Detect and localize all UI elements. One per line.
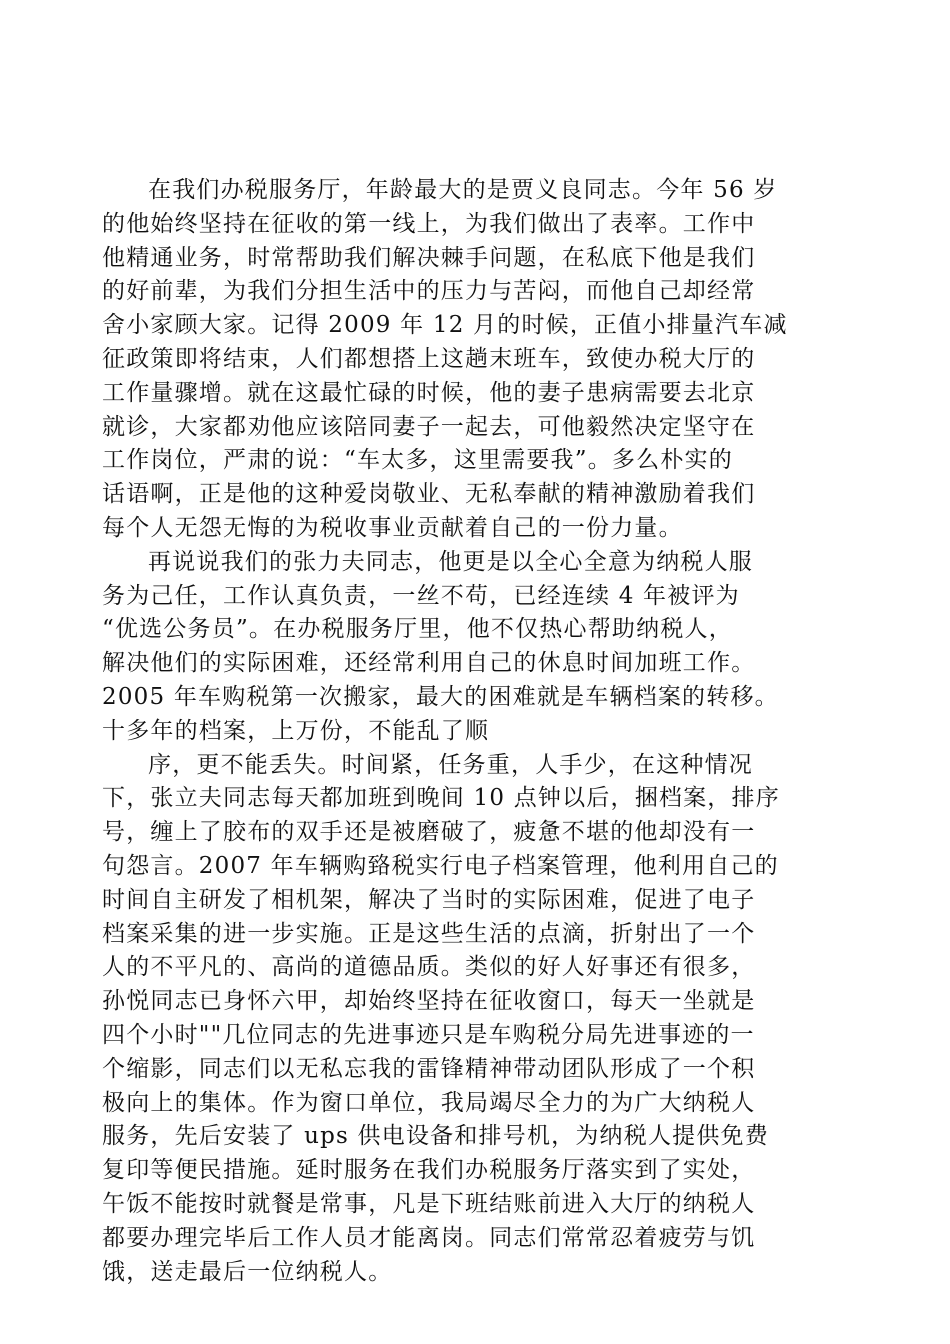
document-body — [102, 174, 847, 1289]
paragraph-1: 在我们办税服务厅，年龄最大的是贾义良同志。今年 56 岁 的他始终坚持在征收的第一线上，为我们做出了表率。工作中 他精通业务，时常帮助我们解决棘手问题，在私底下他是我们 的好前辈，为我们分担生活中的压力与苦闷，而他自己却经常 舍小家顾大家。记得 2009 年 12 月的时候，正值小排量汽车减 征政策即将结束，人们都想搭上这趟末班车，致使办税大厅的 工作量骤增。就在这最忙碌的时候，他的妻子患病需要去北京 就诊，大家都劝他应该陪同妻子一起去，可他毅然决定坚守在 工作岗位，严肃的说：“车太多，这里需要我”。多么朴实的 话语啊，正是他的这种爱岗敬业、无私奉献的精神激励着我们 每个人无怨无悔的为税收事业贡献着自己的一份力量。 — [102, 177, 788, 541]
paragraph-3: 序，更不能丢失。时间紧，任务重，人手少，在这种情况 下，张立夫同志每天都加班到晚间 10 点钟以后，捆档案，排序 号，缠上了胶布的双手还是被磨破了，疲惫不堪的他却没有一 句怨言。2007 年车辆购臵税实行电子档案管理，他利用自己的 时间自主研发了相机架，解决了当时的实际困难，促进了电子 档案采集的进一步实施。正是这些生活的点滴，折射出了一个 人的不平凡的、高尚的道德品质。类似的好人好事还有很多， 孙悦同志已身怀六甲，却始终坚持在征收窗口，每天一坐就是 四个小时""几位同志的先进事迹只是车购税分局先进事迹的一 个缩影，同志们以无私忘我的雷锋精神带动团队形成了一个积 极向上的集体。作为窗口单位，我局竭尽全力的为广大纳税人 服务，先后安装了 ups 供电设备和排号机，为纳税人提供免费 复印等便民措施。延时服务在我们办税服务厅落实到了实处， 午饭不能按时就餐是常事，凡是下班结账前进入大厅的纳税人 都要办理完毕后工作人员才能离岗。同志们常常忍着疲劳与饥 饿，送走最后一位纳税人。 — [102, 751, 780, 1285]
paragraph-2: 再说说我们的张力夫同志，他更是以全心全意为纳税人服 务为己任，工作认真负责，一丝不苟，已经连续 4 年被评为 “优选公务员”。在办税服务厅里，他不仅热心帮助纳税人， 解决他们的实际困难，还经常利用自己的休息时间加班工作。 2005 年车购税第一次搬家，最大的困难就是车辆档案的转移。 十多年的档案，上万份，不能乱了顺 — [102, 548, 779, 744]
